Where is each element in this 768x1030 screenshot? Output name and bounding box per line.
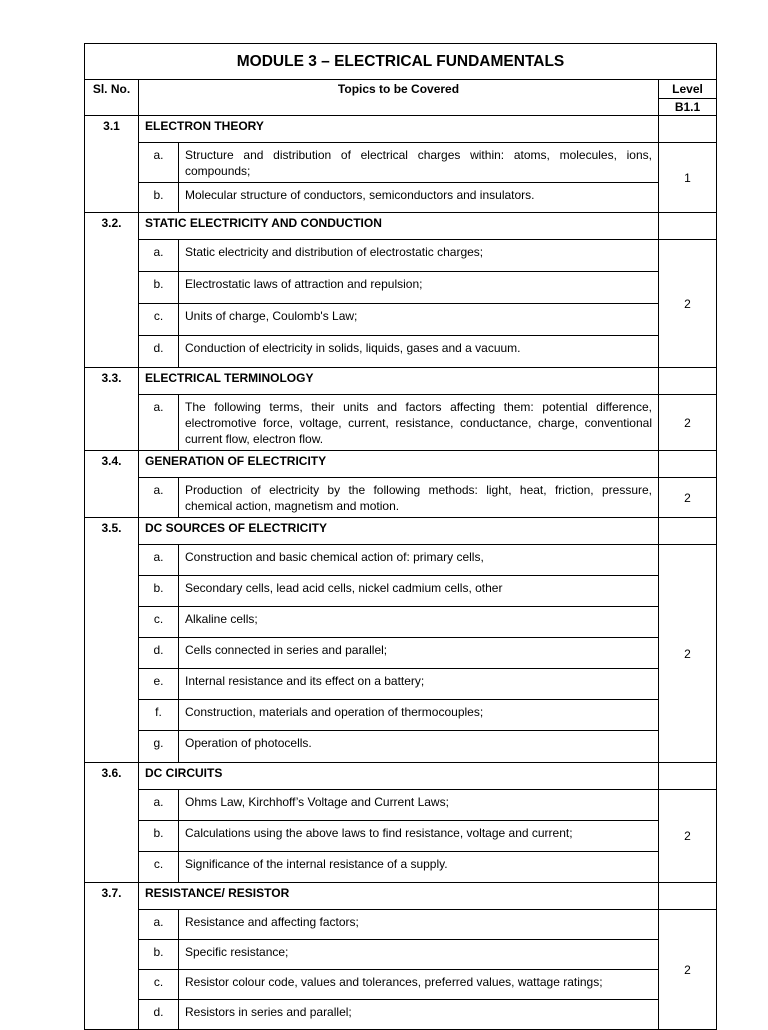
section-number: 3.5. xyxy=(85,518,139,763)
section-title: ELECTRON THEORY xyxy=(139,116,659,143)
section-level: 2 xyxy=(659,240,717,368)
section-number: 3.7. xyxy=(85,883,139,1030)
section-title: RESISTANCE/ RESISTOR xyxy=(139,883,659,910)
topic-row xyxy=(85,304,717,336)
topic-row xyxy=(85,478,717,518)
topic-text: Resistance and affecting factors; xyxy=(179,910,659,940)
topic-row xyxy=(85,143,717,183)
topic-letter: c. xyxy=(139,304,179,336)
section-number: 3.6. xyxy=(85,763,139,883)
topic-text: Electrostatic laws of attraction and repulsion; xyxy=(179,272,659,304)
topic-letter: a. xyxy=(139,790,179,821)
topic-row xyxy=(85,336,717,368)
section-level-blank xyxy=(659,451,717,478)
topic-letter: a. xyxy=(139,240,179,272)
topic-row xyxy=(85,790,717,821)
topic-letter: d. xyxy=(139,336,179,368)
topic-letter: a. xyxy=(139,545,179,576)
topic-letter: d. xyxy=(139,1000,179,1030)
section-title: GENERATION OF ELECTRICITY xyxy=(139,451,659,478)
topic-text: Conduction of electricity in solids, liquids, gases and a vacuum. xyxy=(179,336,659,368)
section-header-row xyxy=(85,883,717,910)
topic-letter: f. xyxy=(139,700,179,731)
section-level-blank xyxy=(659,116,717,143)
topic-text: Molecular structure of conductors, semiconductors and insulators. xyxy=(179,183,659,213)
module-title: MODULE 3 – ELECTRICAL FUNDAMENTALS xyxy=(85,44,717,80)
topic-text: Calculations using the above laws to find resistance, voltage and current; xyxy=(179,821,659,852)
topic-text: Construction and basic chemical action of: primary cells, xyxy=(179,545,659,576)
section-header-row xyxy=(85,451,717,478)
section-title: STATIC ELECTRICITY AND CONDUCTION xyxy=(139,213,659,240)
topic-row xyxy=(85,545,717,576)
section-number: 3.2. xyxy=(85,213,139,368)
topic-text: Units of charge, Coulomb's Law; xyxy=(179,304,659,336)
topic-row xyxy=(85,240,717,272)
topic-letter: b. xyxy=(139,576,179,607)
header-level-b11: B1.1 xyxy=(659,99,717,116)
topic-row xyxy=(85,940,717,970)
section-level: 2 xyxy=(659,790,717,883)
section-level: 1 xyxy=(659,143,717,213)
topic-text: Internal resistance and its effect on a battery; xyxy=(179,669,659,700)
section-level-blank xyxy=(659,518,717,545)
section-level-blank xyxy=(659,213,717,240)
section-level: 2 xyxy=(659,910,717,1030)
topic-row xyxy=(85,669,717,700)
topic-row xyxy=(85,731,717,763)
topic-row xyxy=(85,576,717,607)
section-title: ELECTRICAL TERMINOLOGY xyxy=(139,368,659,395)
topic-row xyxy=(85,607,717,638)
topic-letter: b. xyxy=(139,183,179,213)
syllabus-table xyxy=(84,43,717,1030)
topic-text: Operation of photocells. xyxy=(179,731,659,763)
topic-text: Construction, materials and operation of thermocouples; xyxy=(179,700,659,731)
topic-row xyxy=(85,852,717,883)
topic-text: Secondary cells, lead acid cells, nickel cadmium cells, other xyxy=(179,576,659,607)
topic-text: Alkaline cells; xyxy=(179,607,659,638)
section-level: 2 xyxy=(659,395,717,451)
topic-letter: a. xyxy=(139,910,179,940)
topic-letter: b. xyxy=(139,940,179,970)
header-topics: Topics to be Covered xyxy=(139,80,659,116)
section-level-blank xyxy=(659,368,717,395)
topic-text: The following terms, their units and factors affecting them: potential difference, electromotive force, voltage, current, resistance, conductance, charge, conventional current flow, electron flow. xyxy=(179,395,659,451)
topic-letter: a. xyxy=(139,143,179,183)
topic-row xyxy=(85,272,717,304)
syllabus-document xyxy=(84,43,716,1030)
topic-text: Static electricity and distribution of electrostatic charges; xyxy=(179,240,659,272)
section-title: DC CIRCUITS xyxy=(139,763,659,790)
section-title: DC SOURCES OF ELECTRICITY xyxy=(139,518,659,545)
topic-letter: b. xyxy=(139,821,179,852)
section-header-row xyxy=(85,763,717,790)
section-level-blank xyxy=(659,763,717,790)
topic-letter: b. xyxy=(139,272,179,304)
header-level: Level xyxy=(659,80,717,99)
topic-letter: c. xyxy=(139,852,179,883)
section-header-row xyxy=(85,518,717,545)
section-level-blank xyxy=(659,883,717,910)
section-level: 2 xyxy=(659,478,717,518)
topic-text: Ohms Law, Kirchhoff’s Voltage and Current Laws; xyxy=(179,790,659,821)
topic-row xyxy=(85,638,717,669)
topic-text: Resistor colour code, values and tolerances, preferred values, wattage ratings; xyxy=(179,970,659,1000)
section-level: 2 xyxy=(659,545,717,763)
topic-text: Production of electricity by the following methods: light, heat, friction, pressure, chemical action, magnetism and motion. xyxy=(179,478,659,518)
topic-text: Specific resistance; xyxy=(179,940,659,970)
header-sl-no: Sl. No. xyxy=(85,80,139,116)
topic-row xyxy=(85,910,717,940)
topic-row xyxy=(85,183,717,213)
section-number: 3.4. xyxy=(85,451,139,518)
topic-row xyxy=(85,1000,717,1030)
topic-text: Significance of the internal resistance of a supply. xyxy=(179,852,659,883)
topic-row xyxy=(85,395,717,451)
topic-letter: a. xyxy=(139,478,179,518)
topic-text: Cells connected in series and parallel; xyxy=(179,638,659,669)
section-header-row xyxy=(85,213,717,240)
topic-row xyxy=(85,970,717,1000)
section-number: 3.1 xyxy=(85,116,139,213)
topic-letter: e. xyxy=(139,669,179,700)
topic-row xyxy=(85,700,717,731)
section-header-row xyxy=(85,116,717,143)
topic-row xyxy=(85,821,717,852)
section-header-row xyxy=(85,368,717,395)
topic-letter: d. xyxy=(139,638,179,669)
topic-letter: a. xyxy=(139,395,179,451)
topic-text: Structure and distribution of electrical charges within: atoms, molecules, ions, compounds; xyxy=(179,143,659,183)
topic-text: Resistors in series and parallel; xyxy=(179,1000,659,1030)
topic-letter: c. xyxy=(139,607,179,638)
topic-letter: c. xyxy=(139,970,179,1000)
section-number: 3.3. xyxy=(85,368,139,451)
topic-letter: g. xyxy=(139,731,179,763)
